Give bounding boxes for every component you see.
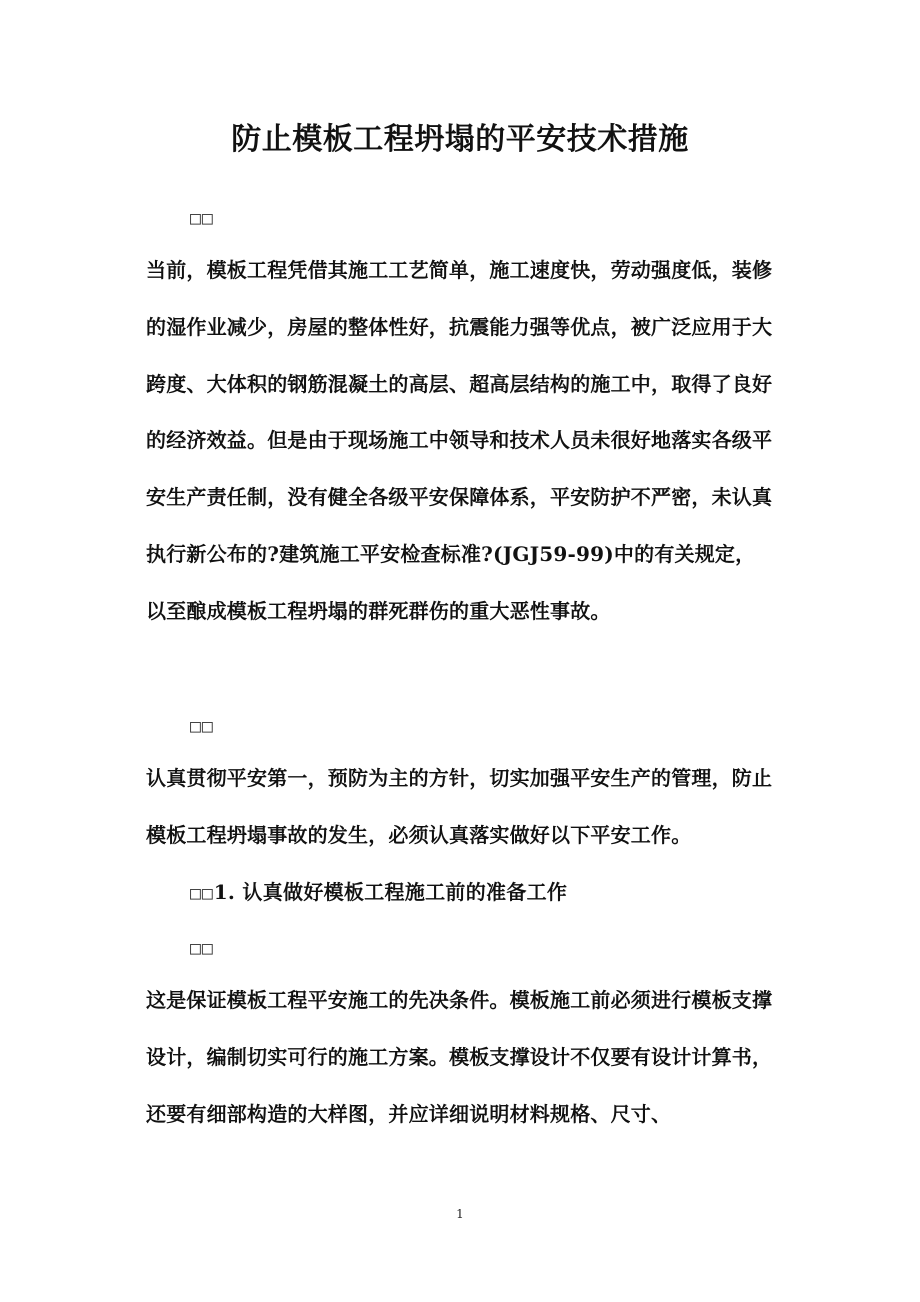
paragraph-marker: □□ [190,938,214,959]
paragraph-policy: 认真贯彻平安第一，预防为主的方针，切实加强平安生产的管理，防止模板工程坍塌事故的发生，必须认真落实做好以下平安工作。 [146,766,773,847]
paragraph-intro: 当前，模板工程凭借其施工工艺简单，施工速度快，劳动强度低，装修的湿作业减少，房屋的整体性好，抗震能力强等优点，被广泛应用于大跨度、大体积的钢筋混凝土的高层、超高层结构的施工中，取得了良好的经济效益。但是由于现场施工中领导和技术人员未很好地落实各级平安生产责任制，没有健全各级平安保障体系，平安防护不严密，未认真执行新公布的?建筑施工平安检查标准?(JGJ59-99)中的有关规定，以至酿成模板工程坍塌的群死群伤的重大恶性事故。 [146,258,773,623]
paragraph-marker: □□ [190,716,214,737]
section-heading-text: 1. 认真做好模板工程施工前的准备工作 [213,880,568,904]
paragraph-preparation: 这是保证模板工程平安施工的先决条件。模板施工前必须进行模板支撑设计，编制切实可行的施工方案。模板支撑设计不仅要有设计计算书，还要有细部构造的大样图，并应详细说明材料规格、尺寸、 [146,988,773,1126]
section-heading-1 [190,880,567,906]
document-title: 防止模板工程坍塌的平安技术措施 [231,122,689,157]
paragraph-marker: □□ [190,208,214,229]
page-number: 1 [456,1207,464,1221]
section-heading-marker: □□ [190,883,214,904]
